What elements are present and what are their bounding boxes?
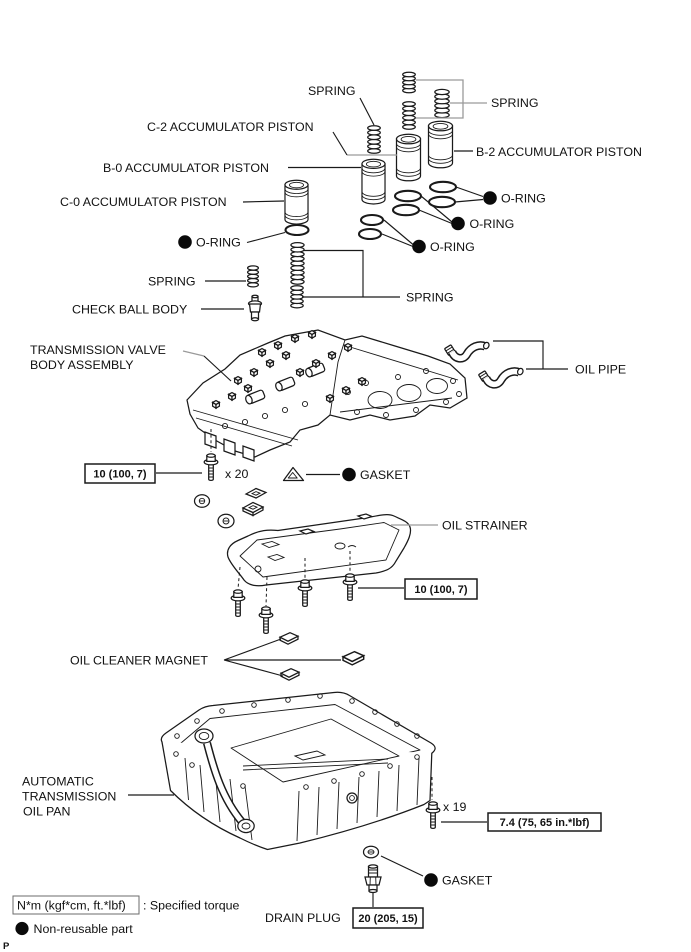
torque-box-valve-body: [85, 464, 155, 483]
label-c0-accumulator-piston: C-0 ACCUMULATOR PISTON: [60, 195, 227, 209]
label-valve-body-1: TRANSMISSION VALVE: [30, 343, 166, 357]
non-reusable-dot-oring-c0: [178, 235, 192, 249]
oil-pipe-2: [478, 368, 524, 385]
strainer-bolt-1: [231, 590, 245, 617]
check-ball-body: [249, 295, 262, 321]
label-oil-strainer: OIL STRAINER: [442, 518, 528, 533]
legend: [3, 896, 240, 952]
torque-box-drain-plug: [353, 908, 423, 928]
non-reusable-dot-legend: [15, 922, 28, 935]
non-reusable-dot-oring-b2: [483, 191, 497, 205]
label-oring-c2: O-RING: [469, 217, 515, 231]
label-check-ball-body: CHECK BALL BODY: [72, 302, 188, 317]
torque-oil-pan-value: 7.4 (75, 65 in.*lbf): [499, 817, 590, 829]
o-ring-c0: [286, 225, 309, 235]
spring-accumulator-long: [291, 243, 304, 285]
o-rings-b2: [429, 182, 456, 207]
spring-top-b: [435, 89, 449, 117]
non-reusable-dot-gasket-drain: [424, 873, 438, 887]
label-b0-accumulator-piston: B-0 ACCUMULATOR PISTON: [103, 161, 269, 175]
c2-accumulator-piston: [397, 134, 421, 181]
washer-a: [195, 495, 210, 508]
label-oil-cleaner-magnet: OIL CLEANER MAGNET: [70, 653, 208, 668]
spring-accumulator-long-2: [291, 286, 303, 308]
strainer-bolt-2: [259, 607, 273, 634]
oil-cleaner-magnets: [280, 633, 364, 681]
chip-a: [246, 489, 266, 499]
label-spring-top-left: SPRING: [308, 84, 356, 98]
oil-pan: [161, 692, 435, 849]
strainer-bolt-3: [298, 580, 312, 607]
label-oil-pipe: OIL PIPE: [575, 362, 627, 377]
page-marker: P: [3, 941, 10, 952]
torque-drain-plug-value: 20 (205, 15): [358, 913, 418, 925]
oil-strainer: [227, 514, 410, 586]
label-drain-plug: DRAIN PLUG: [265, 911, 341, 925]
b2-accumulator-piston: [429, 121, 453, 168]
label-oil-pan-1: AUTOMATIC: [22, 774, 94, 789]
non-reusable-dot-oring-c2: [451, 217, 465, 231]
oil-pan-bolt: [426, 802, 440, 829]
legend-non-reusable: Non-reusable part: [33, 922, 133, 936]
strainer-bolt-4: [343, 574, 357, 601]
label-oring-c0: O-RING: [196, 235, 241, 250]
valve-body-bolt: [204, 454, 218, 481]
spring-top-a: [403, 72, 416, 93]
label-qty-valve-bolts: x 20: [225, 467, 249, 481]
label-spring-small: SPRING: [148, 274, 196, 289]
o-rings-b0: [359, 215, 383, 239]
label-c2-accumulator-piston: C-2 ACCUMULATOR PISTON: [147, 120, 314, 134]
b0-accumulator-piston: [362, 159, 385, 204]
spring-check-ball: [248, 266, 259, 287]
drain-plug: [365, 865, 381, 893]
label-qty-pan-bolts: x 19: [443, 800, 467, 814]
c0-accumulator-piston: [285, 180, 308, 224]
torque-box-strainer: [405, 579, 477, 599]
spring-top-c: [403, 102, 416, 130]
label-b2-accumulator-piston: B-2 ACCUMULATOR PISTON: [476, 145, 642, 159]
non-reusable-dot-oring-b0: [412, 240, 426, 254]
label-gasket-top: GASKET: [360, 468, 411, 482]
o-rings-c2: [393, 191, 421, 215]
chip-b: [243, 503, 263, 516]
legend-torque-unit: N*m (kgf*cm, ft.*lbf): [17, 898, 126, 913]
transmission-valve-body: [187, 330, 467, 461]
label-oring-b0: O-RING: [430, 240, 475, 254]
label-spring-top-right: SPRING: [491, 96, 539, 110]
drain-gasket: [364, 846, 379, 858]
oil-pipe-1: [444, 342, 490, 359]
legend-torque-meaning: : Specified torque: [143, 898, 240, 913]
label-oil-pan-2: TRANSMISSION: [22, 789, 117, 804]
non-reusable-dot-gasket-top: [342, 468, 356, 482]
label-gasket-drain: GASKET: [442, 873, 493, 888]
label-oil-pan-3: OIL PAN: [23, 804, 71, 819]
torque-box-oil-pan: [488, 813, 601, 831]
washer-b: [218, 514, 234, 528]
label-valve-body-2: BODY ASSEMBLY: [30, 358, 134, 372]
spring-top-d: [368, 126, 381, 154]
valve-body-gasket: [284, 468, 304, 481]
label-spring-accumulator: SPRING: [406, 290, 454, 305]
torque-strainer-value: 10 (100, 7): [414, 584, 468, 596]
torque-valve-body-value: 10 (100, 7): [93, 468, 147, 481]
label-oring-b2: O-RING: [501, 191, 546, 206]
